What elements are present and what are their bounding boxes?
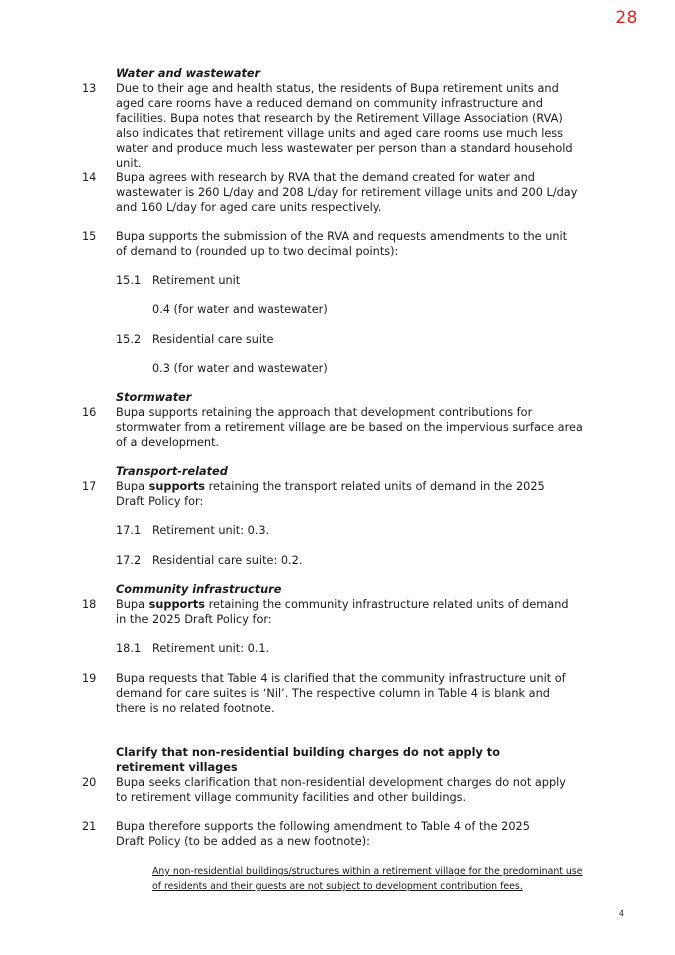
paragraph-number: 20 (82, 776, 97, 789)
subitem-number: 17.1 (116, 524, 142, 537)
paragraph-number: 21 (82, 820, 97, 833)
subitem-number: 18.1 (116, 642, 142, 655)
section-heading-stormwater: Stormwater (116, 391, 192, 404)
subitem-15-2-value: 0.3 (for water and wastewater) (152, 362, 328, 375)
paragraph-text: Bupa seeks clarification that non-residential development charges do not apply to retirement village community facilities and other buildings. (116, 776, 566, 804)
subitem-17-1 (116, 523, 269, 538)
paragraph-number: 13 (82, 82, 97, 95)
section-heading-non-residential: Clarify that non-residential building charges do not apply to retirement villages (116, 746, 500, 774)
paragraph-text: Bupa requests that Table 4 is clarified that the community infrastructure unit of demand for care suites is ‘Nil’. The respective column in Table 4 is blank and there is no related footnote. (116, 672, 566, 715)
subitem-number: 15.1 (116, 274, 142, 287)
paragraph-number: 18 (82, 598, 97, 611)
paragraph-text: Bupa agrees with research by RVA that the demand created for water and wastewater is 260 L/day and 208 L/day for retirement village units and 200 L/day and 160 L/day for aged care units respectively. (116, 171, 578, 214)
section-heading-transport: Transport-related (116, 465, 228, 478)
subitem-17-2 (116, 553, 302, 568)
emphasis-supports: supports (148, 598, 206, 611)
emphasis-supports: supports (148, 480, 206, 493)
section-heading-water: Water and wastewater (116, 67, 261, 80)
subitem-number: 15.2 (116, 333, 142, 346)
paragraph-number: 16 (82, 406, 97, 419)
paragraph-text: Bupa supports the submission of the RVA and requests amendments to the unit of demand to (rounded up to two decimal points): (116, 230, 568, 258)
paragraph-number: 14 (82, 171, 97, 184)
paragraph-number: 19 (82, 672, 97, 685)
subitem-text: Residential care suite: 0.2. (152, 554, 303, 567)
subitem-15-2 (116, 332, 273, 347)
subitem-number: 17.2 (116, 554, 142, 567)
paragraph-text: Bupa supports retaining the transport related units of demand in the 2025 Draft Policy for: (116, 480, 545, 508)
paragraph-text: Bupa therefore supports the following amendment to Table 4 of the 2025 Draft Policy (to be added as a new footnote): (116, 820, 530, 848)
paragraph-text: Bupa supports retaining the approach that development contributions for stormwater from a retirement village are be based on the impervious surface area of a development. (116, 406, 583, 449)
paragraph-text: Bupa supports retaining the community infrastructure related units of demand in the 2025 Draft Policy for: (116, 598, 569, 626)
subitem-18-1 (116, 641, 269, 656)
subitem-label: Residential care suite (152, 333, 274, 346)
subitem-15-1 (116, 273, 240, 288)
subitem-15-1-value: 0.4 (for water and wastewater) (152, 303, 328, 316)
paragraph-number: 17 (82, 480, 97, 493)
subitem-label: Retirement unit (152, 274, 241, 287)
subitem-text: Retirement unit: 0.1. (152, 642, 270, 655)
paragraph-number: 15 (82, 230, 97, 243)
paragraph-text: Due to their age and health status, the residents of Bupa retirement units and aged care rooms have a reduced demand on community infrastructure and facilities. Bupa notes that research by the Retirement Village Association (RVA) also indicates that retirement village units and aged care rooms use much less water and produce much less wastewater per person than a standard household unit. (116, 82, 573, 170)
page-number-bottom: 4 (618, 909, 624, 918)
proposed-footnote: Any non-residential buildings/structures within a retirement village for the predominant use of residents and their guests are not subject to development contribution fees. (152, 866, 583, 892)
section-heading-community: Community infrastructure (116, 583, 282, 596)
page-number-top: 28 (615, 8, 638, 28)
subitem-text: Retirement unit: 0.3. (152, 524, 270, 537)
